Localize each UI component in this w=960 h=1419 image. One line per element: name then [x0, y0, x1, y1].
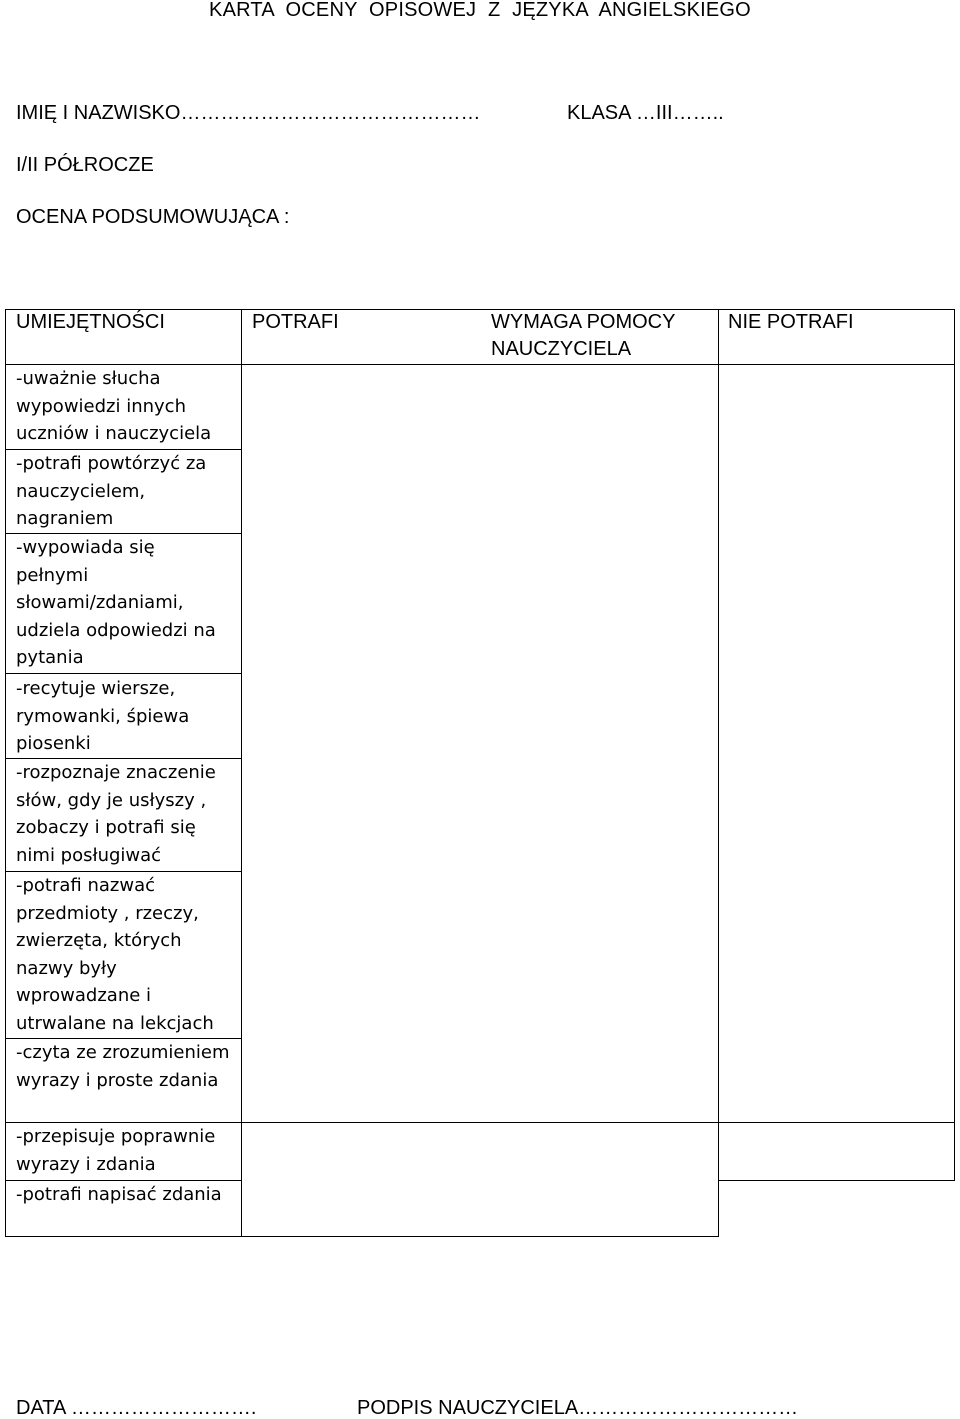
column-divider [718, 309, 719, 1237]
table-border-bottom [5, 1236, 718, 1237]
right-block-bottom [718, 1180, 955, 1181]
column-header-can: POTRAFI [252, 311, 339, 333]
teacher-signature-label: PODPIS NAUCZYCIELA…………………………… [357, 1397, 799, 1419]
table-border-left [5, 309, 6, 1237]
skill-row-copying: -przepisuje poprawnie wyrazy i zdania [16, 1126, 216, 1175]
row-divider [5, 673, 241, 674]
skill-row-repeating: -potrafi powtórzyć za nauczycielem, nagraniem [16, 453, 207, 529]
skill-row-reading: -czyta ze zrozumieniem wyrazy i proste zdania [16, 1042, 230, 1091]
column-divider [241, 309, 242, 1237]
column-header-cannot: NIE POTRAFI [728, 311, 854, 333]
page-title: KARTA OCENY OPISOWEJ Z JĘZYKA ANGIELSKIEGO [209, 0, 751, 21]
skill-row-listening: -uważnie słucha wypowiedzi innych uczniów i nauczyciela [16, 368, 212, 444]
column-header-skills: UMIEJĘTNOŚCI [16, 311, 165, 333]
skill-row-reciting: -recytuje wiersze, rymowanki, śpiewa piosenki [16, 678, 190, 754]
summary-grade-label: OCENA PODSUMOWUJĄCA : [16, 206, 290, 228]
skill-row-writing: -potrafi napisać zdania [16, 1184, 222, 1205]
class-label: KLASA …III…….. [567, 102, 724, 124]
skill-row-recognizing-words: -rozpoznaje znaczenie słów, gdy je usłyszy , zobaczy i potrafi się nimi posługiwać [16, 762, 216, 866]
semester-label: I/II PÓŁROCZE [16, 154, 154, 176]
skill-row-speaking: -wypowiada się pełnymi słowami/zdaniami, udziela odpowiedzi na pytania [16, 537, 216, 668]
skill-row-naming-objects: -potrafi nazwać przedmioty , rzeczy, zwierzęta, których nazwy były wprowadzane i utrwalane na lekcjach [16, 875, 214, 1034]
column-header-needs-help: WYMAGA POMOCY NAUCZYCIELA [491, 311, 676, 360]
table-border-right [954, 309, 955, 1181]
student-name-label: IMIĘ I NAZWISKO……………………………………… [16, 102, 481, 124]
date-label: DATA ………………………. [16, 1397, 257, 1419]
